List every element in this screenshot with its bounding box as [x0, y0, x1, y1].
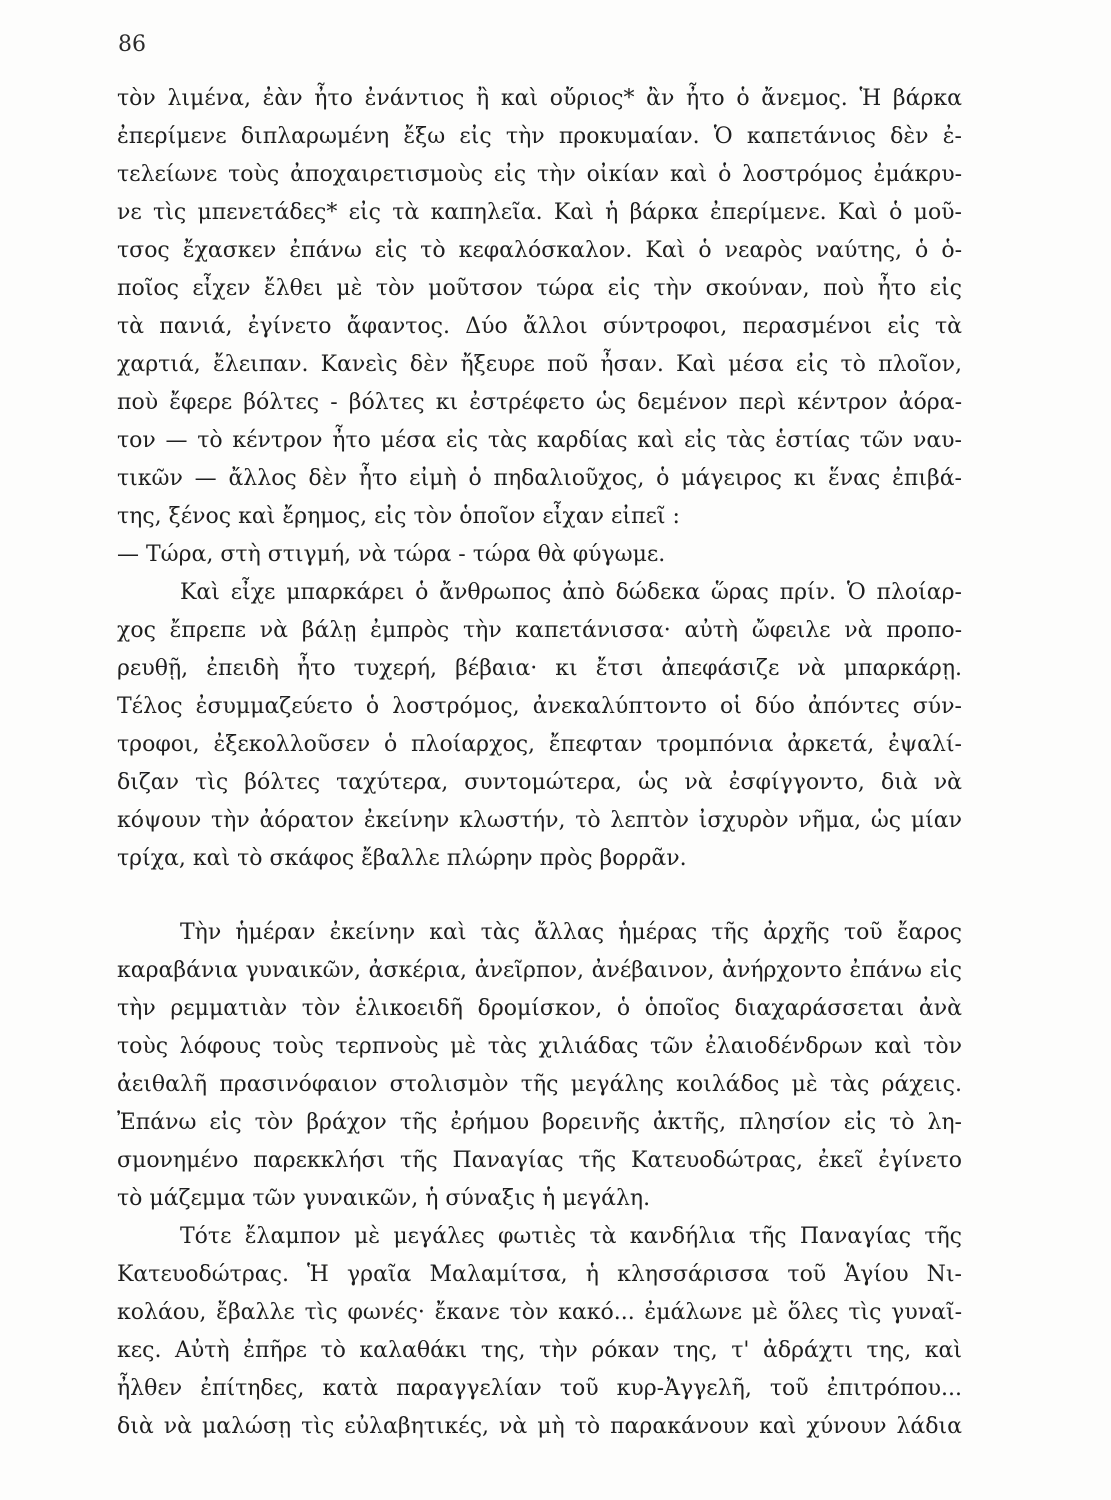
text-line: χος ἔπρεπε νὰ βάλῃ ἐμπρὸς τὴν καπετάνισσα· αὐτὴ ὤφειλε νὰ προπο-: [117, 618, 962, 643]
text-line: τὸ μάζεμμα τῶν γυναικῶν, ἡ σύναξις ἡ μεγάλη.: [117, 1186, 651, 1211]
text-line: τὰ πανιά, ἐγίνετο ἄφαντος. Δύο ἄλλοι σύντροφοι, περασμένοι εἰς τὰ: [117, 314, 962, 339]
text-line: Καὶ εἶχε μπαρκάρει ὁ ἄνθρωπος ἀπὸ δώδεκα ὥρας πρίν. Ὁ πλοίαρ-: [180, 580, 962, 605]
text-line: τροφοι, ἐξεκολλοῦσεν ὁ πλοίαρχος, ἔπεφταν τρομπόνια ἀρκετά, ἐψαλί-: [117, 732, 962, 757]
text-line: διζαν τὶς βόλτες ταχύτερα, συντομώτερα, ὡς νὰ ἐσφίγγοντο, διὰ νὰ: [117, 770, 962, 795]
text-line: ποὺ ἔφερε βόλτες - βόλτες κι ἐστρέφετο ὡς δεμένον περὶ κέντρον ἀόρα-: [117, 390, 962, 415]
text-line: τρίχα, καὶ τὸ σκάφος ἔβαλλε πλώρην πρὸς βορρᾶν.: [117, 846, 687, 871]
text-line: τοὺς λόφους τοὺς τερπνοὺς μὲ τὰς χιλιάδας τῶν ἐλαιοδένδρων καὶ τὸν: [117, 1034, 962, 1059]
page-number: 86: [118, 32, 146, 57]
text-line: νε τὶς μπενετάδες* εἰς τὰ καπηλεῖα. Καὶ ἡ βάρκα ἐπερίμενε. Καὶ ὁ μοῦ-: [117, 200, 962, 225]
text-line: τὸν λιμένα, ἐὰν ἦτο ἐνάντιος ἢ καὶ οὔριος* ἂν ἦτο ὁ ἄνεμος. Ἡ βάρκα: [117, 86, 962, 111]
text-line: Τέλος ἐσυμμαζεύετο ὁ λοστρόμος, ἀνεκαλύπτοντο οἱ δύο ἀπόντες σύν-: [117, 694, 962, 719]
text-line: χαρτιά, ἔλειπαν. Κανεὶς δὲν ἤξευρε ποῦ ἦσαν. Καὶ μέσα εἰς τὸ πλοῖον,: [117, 352, 962, 377]
text-line: τσος ἔχασκεν ἐπάνω εἰς τὸ κεφαλόσκαλον. Καὶ ὁ νεαρὸς ναύτης, ὁ ὁ-: [117, 238, 962, 263]
text-line: τὴν ρεμματιὰν τὸν ἑλικοειδῆ δρομίσκον, ὁ ὁποῖος διαχαράσσεται ἀνὰ: [117, 996, 962, 1021]
text-line: ἐπερίμενε διπλαρωμένη ἔξω εἰς τὴν προκυμαίαν. Ὁ καπετάνιος δὲν ἐ-: [117, 124, 962, 149]
text-line: κες. Αὐτὴ ἐπῆρε τὸ καλαθάκι της, τὴν ρόκαν της, τ' ἀδράχτι της, καὶ: [117, 1338, 962, 1363]
text-line: Κατευοδώτρας. Ἡ γραῖα Μαλαμίτσα, ἡ κλησσάρισσα τοῦ Ἁγίου Νι-: [117, 1262, 962, 1287]
text-line: κόψουν τὴν ἀόρατον ἐκείνην κλωστήν, τὸ λεπτὸν ἰσχυρὸν νῆμα, ὡς μίαν: [117, 808, 962, 833]
text-line: ἀειθαλῆ πρασινόφαιον στολισμὸν τῆς μεγάλης κοιλάδος μὲ τὰς ράχεις.: [117, 1072, 962, 1097]
text-line: σμονημένο παρεκκλήσι τῆς Παναγίας τῆς Κατευοδώτρας, ἐκεῖ ἐγίνετο: [117, 1148, 962, 1173]
text-line: της, ξένος καὶ ἔρημος, εἰς τὸν ὁποῖον εἶχαν εἰπεῖ :: [117, 504, 680, 529]
text-line: κολάου, ἔβαλλε τὶς φωνές· ἔκανε τὸν κακό... ἐμάλωνε μὲ ὅλες τὶς γυναῖ-: [117, 1300, 962, 1325]
text-line: τικῶν — ἄλλος δὲν ἦτο εἰμὴ ὁ πηδαλιοῦχος, ὁ μάγειρος κι ἕνας ἐπιβά-: [117, 466, 962, 491]
text-line: τελείωνε τοὺς ἀποχαιρετισμοὺς εἰς τὴν οἰκίαν καὶ ὁ λοστρόμος ἐμάκρυ-: [117, 162, 962, 187]
text-line: — Τώρα, στὴ στιγμή, νὰ τώρα - τώρα θὰ φύγωμε.: [117, 542, 666, 567]
text-line: ποῖος εἶχεν ἔλθει μὲ τὸν μοῦτσον τώρα εἰς τὴν σκούναν, ποὺ ἦτο εἰς: [117, 276, 962, 301]
text-line: Τὴν ἡμέραν ἐκείνην καὶ τὰς ἄλλας ἡμέρας τῆς ἀρχῆς τοῦ ἔαρος: [180, 920, 962, 945]
text-line: ρευθῇ, ἐπειδὴ ἦτο τυχερή, βέβαια· κι ἔτσι ἀπεφάσιζε νὰ μπαρκάρῃ.: [117, 656, 962, 681]
text-line: τον — τὸ κέντρον ἦτο μέσα εἰς τὰς καρδίας καὶ εἰς τὰς ἑστίας τῶν ναυ-: [117, 428, 962, 453]
text-line: Ἐπάνω εἰς τὸν βράχον τῆς ἐρήμου βορεινῆς ἀκτῆς, πλησίον εἰς τὸ λη-: [117, 1110, 962, 1135]
text-line: ἦλθεν ἐπίτηδες, κατὰ παραγγελίαν τοῦ κυρ-Ἀγγελῆ, τοῦ ἐπιτρόπου...: [117, 1376, 962, 1401]
text-line: καραβάνια γυναικῶν, ἀσκέρια, ἀνεῖρπον, ἀνέβαινον, ἀνήρχοντο ἐπάνω εἰς: [117, 958, 962, 983]
text-line: διὰ νὰ μαλώσῃ τὶς εὐλαβητικές, νὰ μὴ τὸ παρακάνουν καὶ χύνουν λάδια: [117, 1414, 962, 1439]
text-line: Τότε ἔλαμπον μὲ μεγάλες φωτιὲς τὰ κανδήλια τῆς Παναγίας τῆς: [180, 1224, 962, 1249]
